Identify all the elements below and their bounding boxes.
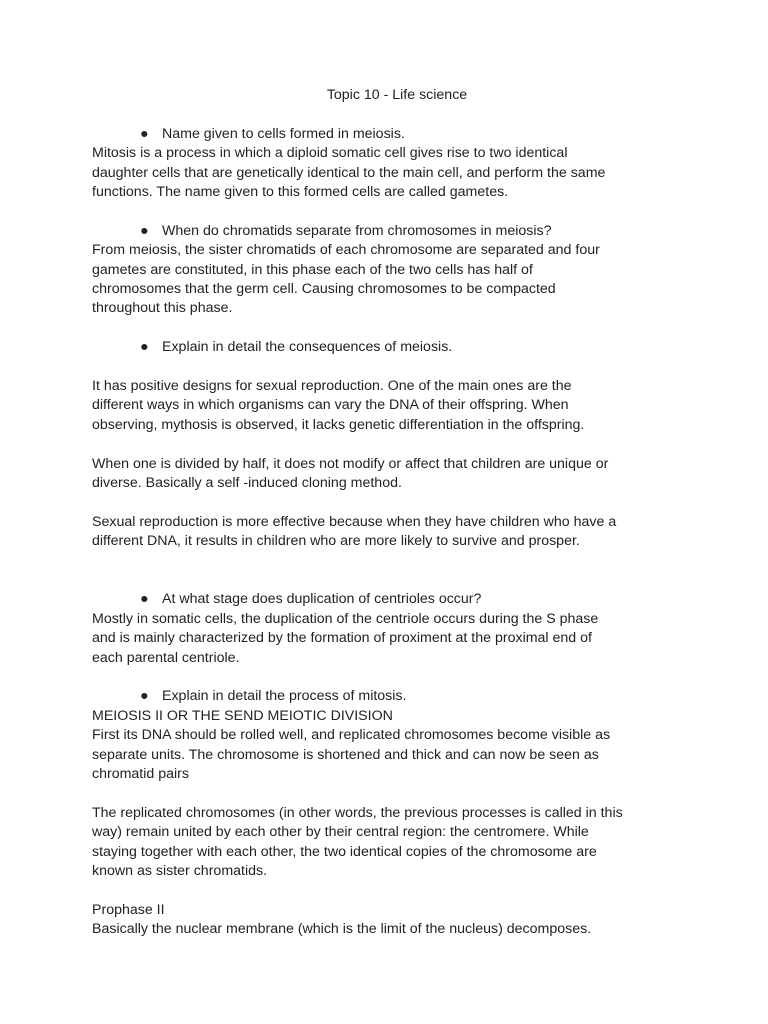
prophase-ii-heading: Prophase II (92, 901, 165, 918)
question-5-text: Explain in detail the process of mitosis. (162, 688, 407, 705)
bullet-icon: ● (140, 125, 149, 142)
answer-3-paragraph-2: When one is divided by half, it does not modify or affect that children are unique or diverse. Basically a self -induced cloning method. (92, 455, 609, 492)
question-1-text: Name given to cells formed in meiosis. (162, 125, 405, 142)
bullet-icon: ● (140, 222, 149, 239)
answer-5-paragraph-1: First its DNA should be rolled well, and replicated chromosomes become visible as separate units. The chromosome is shortened and thick and can now be seen as chromatid pairs (92, 727, 611, 783)
answer-3-paragraph-1: It has positive designs for sexual reproduction. One of the main ones are the different ways in which organisms can vary the DNA of their offspring. When observing, mythosis is observed, it lacks genetic differentiation in the offspring. (92, 378, 585, 433)
answer-5-paragraph-2: The replicated chromosomes (in other words, the previous processes is called in this way) remain united by each other by their central region: the centromere. While staying together with each other, the two identical copies of the chromosome are known as sister chromatids. (92, 804, 623, 880)
bullet-icon: ● (140, 688, 149, 705)
document-title: Topic 10 - Life science (326, 87, 468, 103)
bullet-icon: ● (140, 591, 149, 608)
question-4-text: At what stage does duplication of centrioles occur? (162, 591, 482, 608)
answer-2: From meiosis, the sister chromatids of each chromosome are separated and four gametes are constituted, in this phase each of the two cells has half of chromosomes that the germ cell. Causing chromosomes to be compacted throughout this phase. (92, 242, 600, 317)
question-2 (92, 222, 692, 241)
question-3-text: Explain in detail the consequences of meiosis. (162, 339, 453, 356)
question-3 (92, 338, 692, 357)
question-5 (92, 687, 692, 706)
question-1 (92, 125, 692, 144)
answer-1: Mitosis is a process in which a diploid somatic cell gives rise to two identical daughter cells that are genetically identical to the main cell, and perform the same functions. The name given to this formed cells are called gametes. (92, 145, 606, 201)
answer-5-heading: MEIOSIS II OR THE SEND MEIOTIC DIVISION (92, 707, 393, 724)
document-page (92, 86, 692, 940)
question-4 (92, 590, 692, 609)
answer-4: Mostly in somatic cells, the duplication of the centriole occurs during the S phase and is mainly characterized by the formation of proximent at the proximal end of each parental centriole. (92, 610, 599, 666)
question-2-text: When do chromatids separate from chromosomes in meiosis? (162, 222, 552, 239)
prophase-ii-text: Basically the nuclear membrane (which is the limit of the nucleus) decomposes. (92, 921, 592, 938)
bullet-icon: ● (140, 339, 149, 356)
answer-3-paragraph-3: Sexual reproduction is more effective because when they have children who have a different DNA, it results in children who are more likely to survive and prosper. (92, 513, 617, 550)
